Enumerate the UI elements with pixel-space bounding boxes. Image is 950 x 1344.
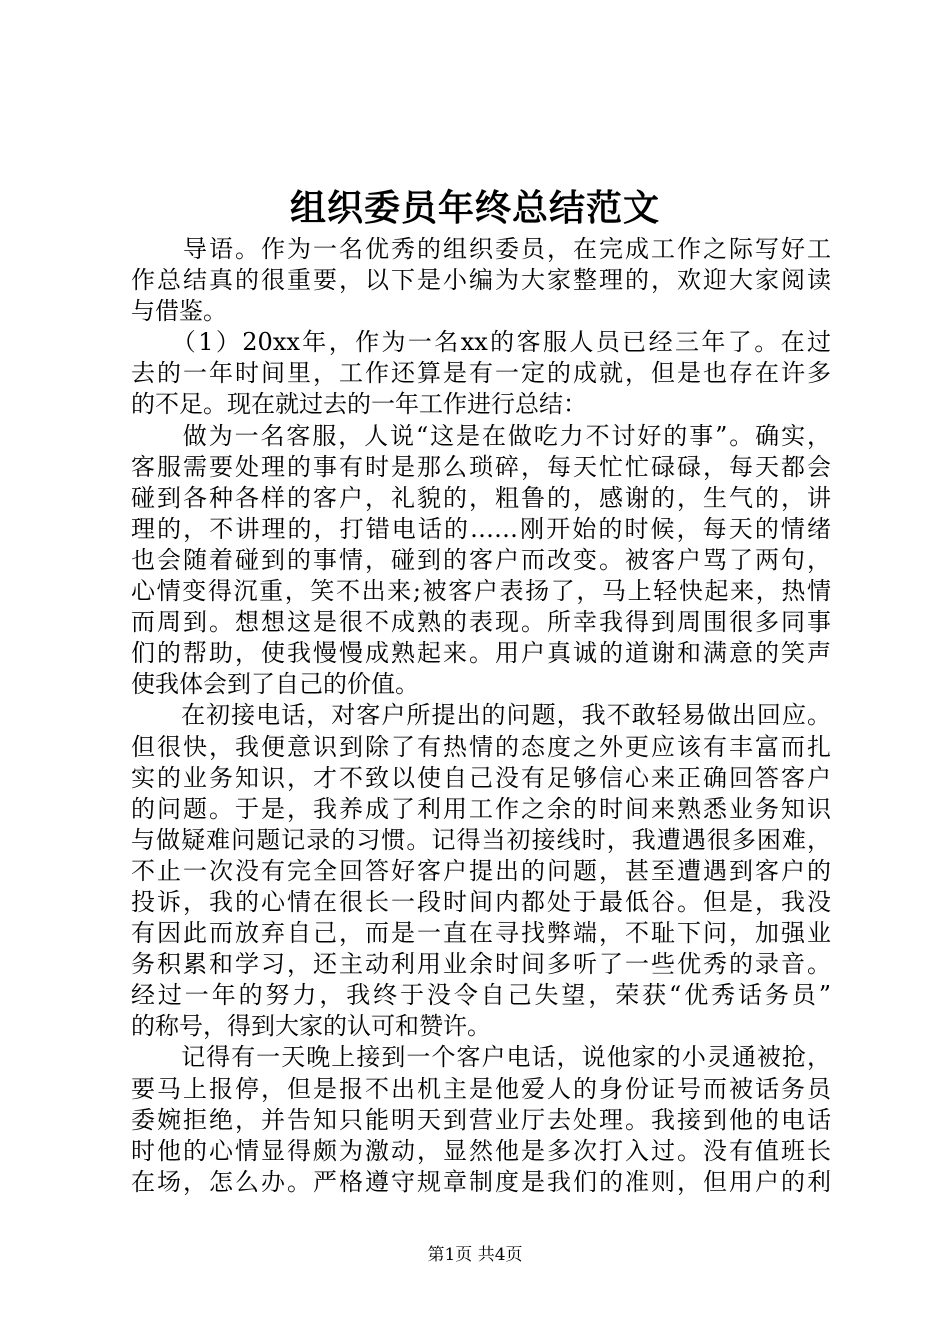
text-line: 去的一年时间里，工作还算是有一定的成就，但是也存在许多: [131, 359, 831, 388]
text-line: （1）20xx年，作为一名xx的客服人员已经三年了。在过: [131, 328, 831, 357]
text-line: 的称号，得到大家的认可和赞许。: [131, 1012, 491, 1041]
text-line: 做为一名客服，人说“这是在做吃力不讨好的事”。确实，: [131, 421, 831, 450]
document-body: [131, 234, 831, 1198]
text-line: 客服需要处理的事有时是那么琐碎，每天忙忙碌碌，每天都会: [131, 452, 831, 481]
text-line: 而周到。想想这是很不成熟的表现。所幸我得到周围很多同事: [131, 608, 831, 637]
text-line: 但很快，我便意识到除了有热情的态度之外更应该有丰富而扎: [131, 732, 831, 761]
text-line: 在初接电话，对客户所提出的问题，我不敢轻易做出回应。: [131, 701, 831, 730]
document-title: 组织委员年终总结范文: [289, 187, 660, 229]
paragraph: [131, 234, 831, 327]
text-line: 理的，不讲理的，打错电话的……刚开始的时候，每天的情绪: [131, 514, 831, 543]
paragraph: [131, 1042, 831, 1197]
text-line: 们的帮助，使我慢慢成熟起来。用户真诚的道谢和满意的笑声: [131, 639, 831, 668]
text-line: 的问题。于是，我养成了利用工作之余的时间来熟悉业务知识: [131, 794, 831, 823]
text-line: 作总结真的很重要，以下是小编为大家整理的，欢迎大家阅读: [131, 266, 831, 295]
text-line: 也会随着碰到的事情，碰到的客户而改变。被客户骂了两句，: [131, 545, 831, 574]
text-line: 与借鉴。: [131, 297, 227, 326]
text-line: 时他的心情显得颇为激动，显然他是多次打入过。没有值班长: [131, 1136, 831, 1165]
text-line: 在场，怎么办。严格遵守规章制度是我们的准则，但用户的利: [131, 1167, 831, 1196]
text-line: 不止一次没有完全回答好客户提出的问题，甚至遭遇到客户的: [131, 856, 831, 885]
text-line: 投诉，我的心情在很长一段时间内都处于最低谷。但是，我没: [131, 887, 831, 916]
paragraph: [131, 327, 831, 420]
text-line: 务积累和学习，还主动利用业余时间多听了一些优秀的录音。: [131, 950, 831, 979]
text-line: 的不足。现在就过去的一年工作进行总结：: [131, 390, 587, 419]
text-line: 与做疑难问题记录的习惯。记得当初接线时，我遭遇很多困难，: [131, 825, 831, 854]
text-line: 心情变得沉重，笑不出来;被客户表扬了，马上轻快起来，热情: [131, 577, 831, 606]
text-line: 经过一年的努力，我终于没令自己失望，荣获“优秀话务员”: [131, 981, 831, 1010]
text-line: 要马上报停，但是报不出机主是他爱人的身份证号而被话务员: [131, 1074, 831, 1103]
page-footer: 第1页 共4页: [427, 1245, 523, 1265]
text-line: 有因此而放弃自己，而是一直在寻找弊端，不耻下问，加强业: [131, 919, 831, 948]
text-line: 实的业务知识，才不致以使自己没有足够信心来正确回答客户: [131, 763, 831, 792]
paragraph: [131, 421, 831, 701]
text-line: 导语。作为一名优秀的组织委员，在完成工作之际写好工: [131, 235, 831, 263]
text-line: 使我体会到了自己的价值。: [131, 670, 419, 699]
text-line: 记得有一天晚上接到一个客户电话，说他家的小灵通被抢，: [131, 1043, 831, 1072]
text-line: 碰到各种各样的客户，礼貌的，粗鲁的，感谢的，生气的，讲: [131, 483, 831, 512]
text-line: 委婉拒绝，并告知只能明天到营业厅去处理。我接到他的电话: [131, 1105, 831, 1134]
paragraph: [131, 700, 831, 1042]
